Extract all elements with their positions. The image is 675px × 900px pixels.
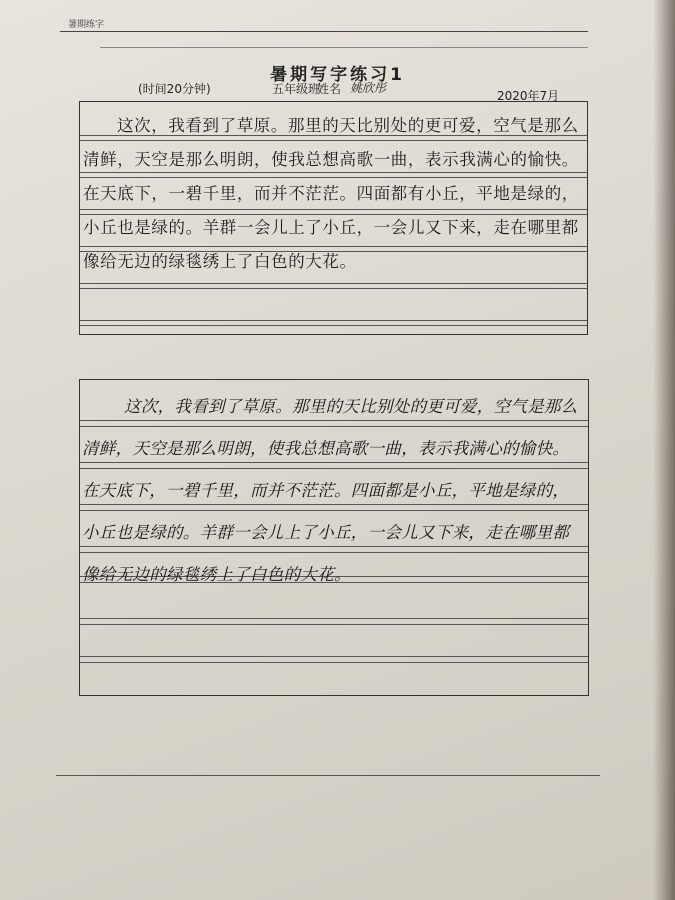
ruled-line [80, 288, 587, 289]
model-passage-text: 这次，我看到了草原。那里的天比别处的更可爱，空气是那么清鲜，天空是那么明朗，使我总想高歌一曲，表示我满心的愉快。在天底下，一碧千里，而并不茫茫。四面都有小丘，平地是绿的，小丘也是绿的。羊群一会儿上了小丘，一会儿又下来，走在哪里都像给无边的绿毯绣上了白色的大花。 [83, 116, 579, 271]
worksheet-date: 2020年7月 [497, 89, 560, 103]
page-shadow [653, 0, 675, 900]
worksheet-title: 暑期写字练习1 [270, 65, 405, 85]
header-rule-secondary [100, 47, 588, 48]
footer-rule [56, 775, 600, 776]
time-note: (时间20分钟) [138, 82, 211, 96]
ruled-line [80, 662, 588, 663]
ruled-line [80, 618, 588, 619]
model-passage-box [79, 101, 588, 335]
class-label: 五年级班 [272, 82, 321, 96]
header-rule [60, 31, 588, 32]
ruled-line [80, 283, 587, 284]
handwriting-box [79, 379, 589, 696]
ruled-line [80, 325, 587, 326]
ruled-line [80, 656, 588, 657]
student-name: 姚欣彤 [350, 81, 387, 95]
handwritten-copy-text: 这次，我看到了草原。那里的天比别处的更可爱，空气是那么清鲜，天空是那么明朗，使我总想高歌一曲，表示我满心的愉快。在天底下，一碧千里，而并不茫茫。四面都是小丘，平地是绿的，小丘也是绿的。羊群一会儿上了小丘，一会儿又下来，走在哪里都像给无边的绿毯绣上了白色的大花。 [82, 397, 578, 584]
ruled-line [80, 624, 588, 625]
ruled-line [80, 320, 587, 321]
corner-label: 暑期练字 [68, 20, 105, 30]
name-label: 姓名 [317, 82, 342, 96]
